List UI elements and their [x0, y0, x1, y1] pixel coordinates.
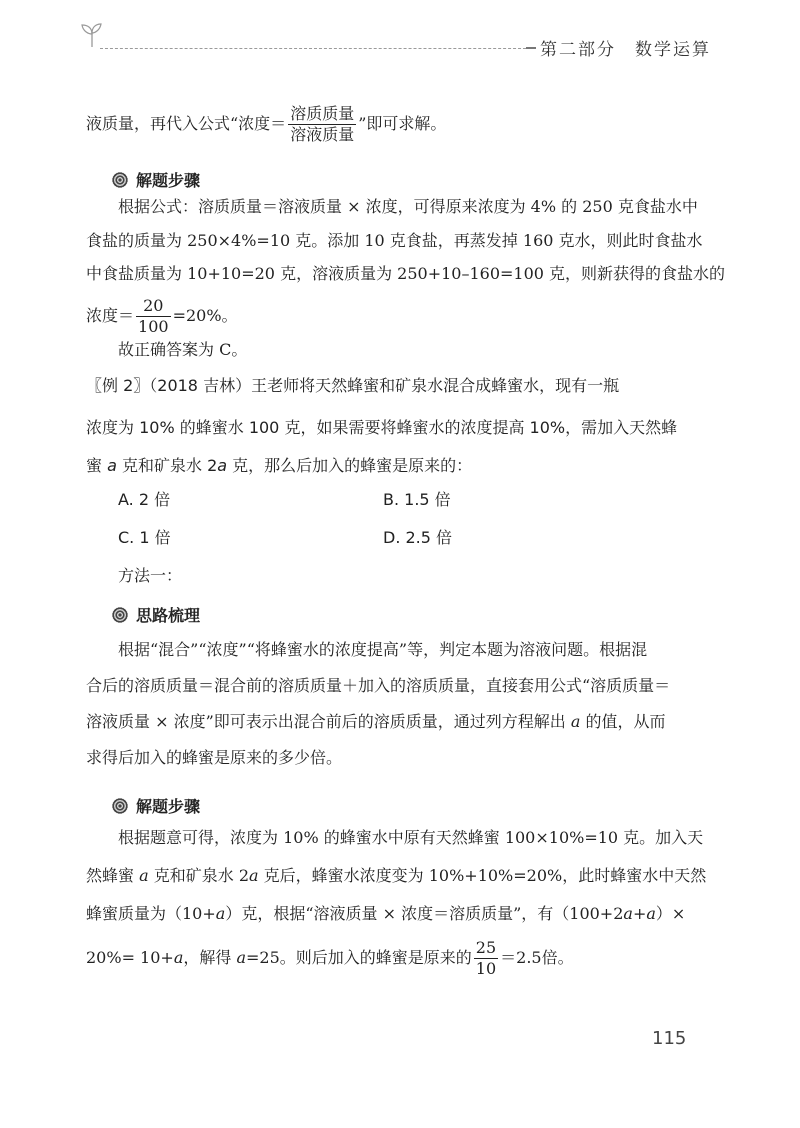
section-bullet-icon — [112, 798, 128, 814]
paragraph-line: 根据公式：溶质质量＝溶液质量 × 浓度，可得原来浓度为 4% 的 250 克食盐水中 — [118, 197, 698, 216]
section-title: 第二部分 数学运算 — [540, 40, 711, 60]
paragraph-line: 20%= 10+a，解得 a=25。则后加入的蜂蜜是原来的 $\frac{25}{10}$ ＝2.5倍。 — [86, 938, 574, 978]
paragraph-line: 根据题意可得，浓度为 10% 的蜂蜜水中原有天然蜂蜜 100×10%=10 克。加入天 — [118, 828, 704, 847]
page-number: 115 — [652, 1028, 687, 1049]
paragraph-line: 中食盐质量为 10+10=20 克，溶液质量为 250+10–160=100 克，则新获得的食盐水的 — [86, 264, 726, 283]
option-c: C. 1 倍 — [118, 528, 171, 547]
paragraph-line: 浓度＝ $\frac{20}{100}$ =20%。 — [86, 296, 238, 336]
option-a: A. 2 倍 — [118, 490, 171, 509]
section-heading-thinking: 思路梳理 — [112, 603, 200, 626]
paragraph-line: 食盐的质量为 250×4%=10 克。添加 10 克食盐，再蒸发掉 160 克水，则此时食盐水 — [86, 231, 703, 250]
header-rule — [100, 48, 526, 49]
page-header — [0, 0, 800, 70]
header-rule-end — [526, 47, 536, 49]
paragraph-line: 然蜂蜜 a 克和矿泉水 2a 克后，蜂蜜水浓度变为 10%+10%=20%，此时蜂蜜水中天然 — [86, 866, 707, 885]
sprout-icon — [80, 22, 104, 48]
option-d: D. 2.5 倍 — [383, 528, 453, 547]
paragraph-line: 求得后加入的蜂蜜是原来的多少倍。 — [86, 748, 343, 767]
example-line: 蜜 a 克和矿泉水 2a 克，那么后加入的蜂蜜是原来的： — [86, 456, 473, 475]
section-heading-solution-steps-2: 解题步骤 — [112, 794, 200, 817]
fraction: $\frac{\text{溶质质量}}{\text{溶液质量}}$ — [290, 104, 355, 144]
section-bullet-icon — [112, 172, 128, 188]
section-heading-solution-steps: 解题步骤 — [112, 168, 200, 191]
option-b: B. 1.5 倍 — [383, 490, 451, 509]
fraction: $\frac{20}{100}$ — [138, 296, 169, 336]
section-bullet-icon — [112, 607, 128, 623]
example-line: 〖例 2〗（2018 吉林）王老师将天然蜂蜜和矿泉水混合成蜂蜜水，现有一瓶 — [86, 376, 620, 395]
paragraph-line: 溶液质量 × 浓度”即可表示出混合前后的溶质质量，通过列方程解出 a 的值，从而 — [86, 712, 666, 731]
paragraph-line: 合后的溶质质量＝混合前的溶质质量＋加入的溶质质量，直接套用公式“溶质质量＝ — [86, 676, 671, 695]
paragraph-line: 根据“混合”“浓度”“将蜂蜜水的浓度提高”等，判定本题为溶液问题。根据混 — [118, 640, 648, 659]
fraction: $\frac{25}{10}$ — [475, 938, 497, 978]
example-line: 浓度为 10% 的蜂蜜水 100 克，如果需要将蜂蜜水的浓度提高 10%，需加入天然蜂 — [86, 418, 678, 437]
method-label: 方法一： — [118, 566, 183, 585]
paragraph-line: 液质量，再代入公式“浓度＝ $\frac{\text{溶质质量}}{\text{溶液质量}}$ ”即可求解。 — [86, 104, 447, 144]
paragraph-line: 故正确答案为 C。 — [118, 340, 248, 359]
paragraph-line: 蜂蜜质量为（10+a）克，根据“溶液质量 × 浓度＝溶质质量”，有（100+2a+a）× — [86, 904, 686, 923]
